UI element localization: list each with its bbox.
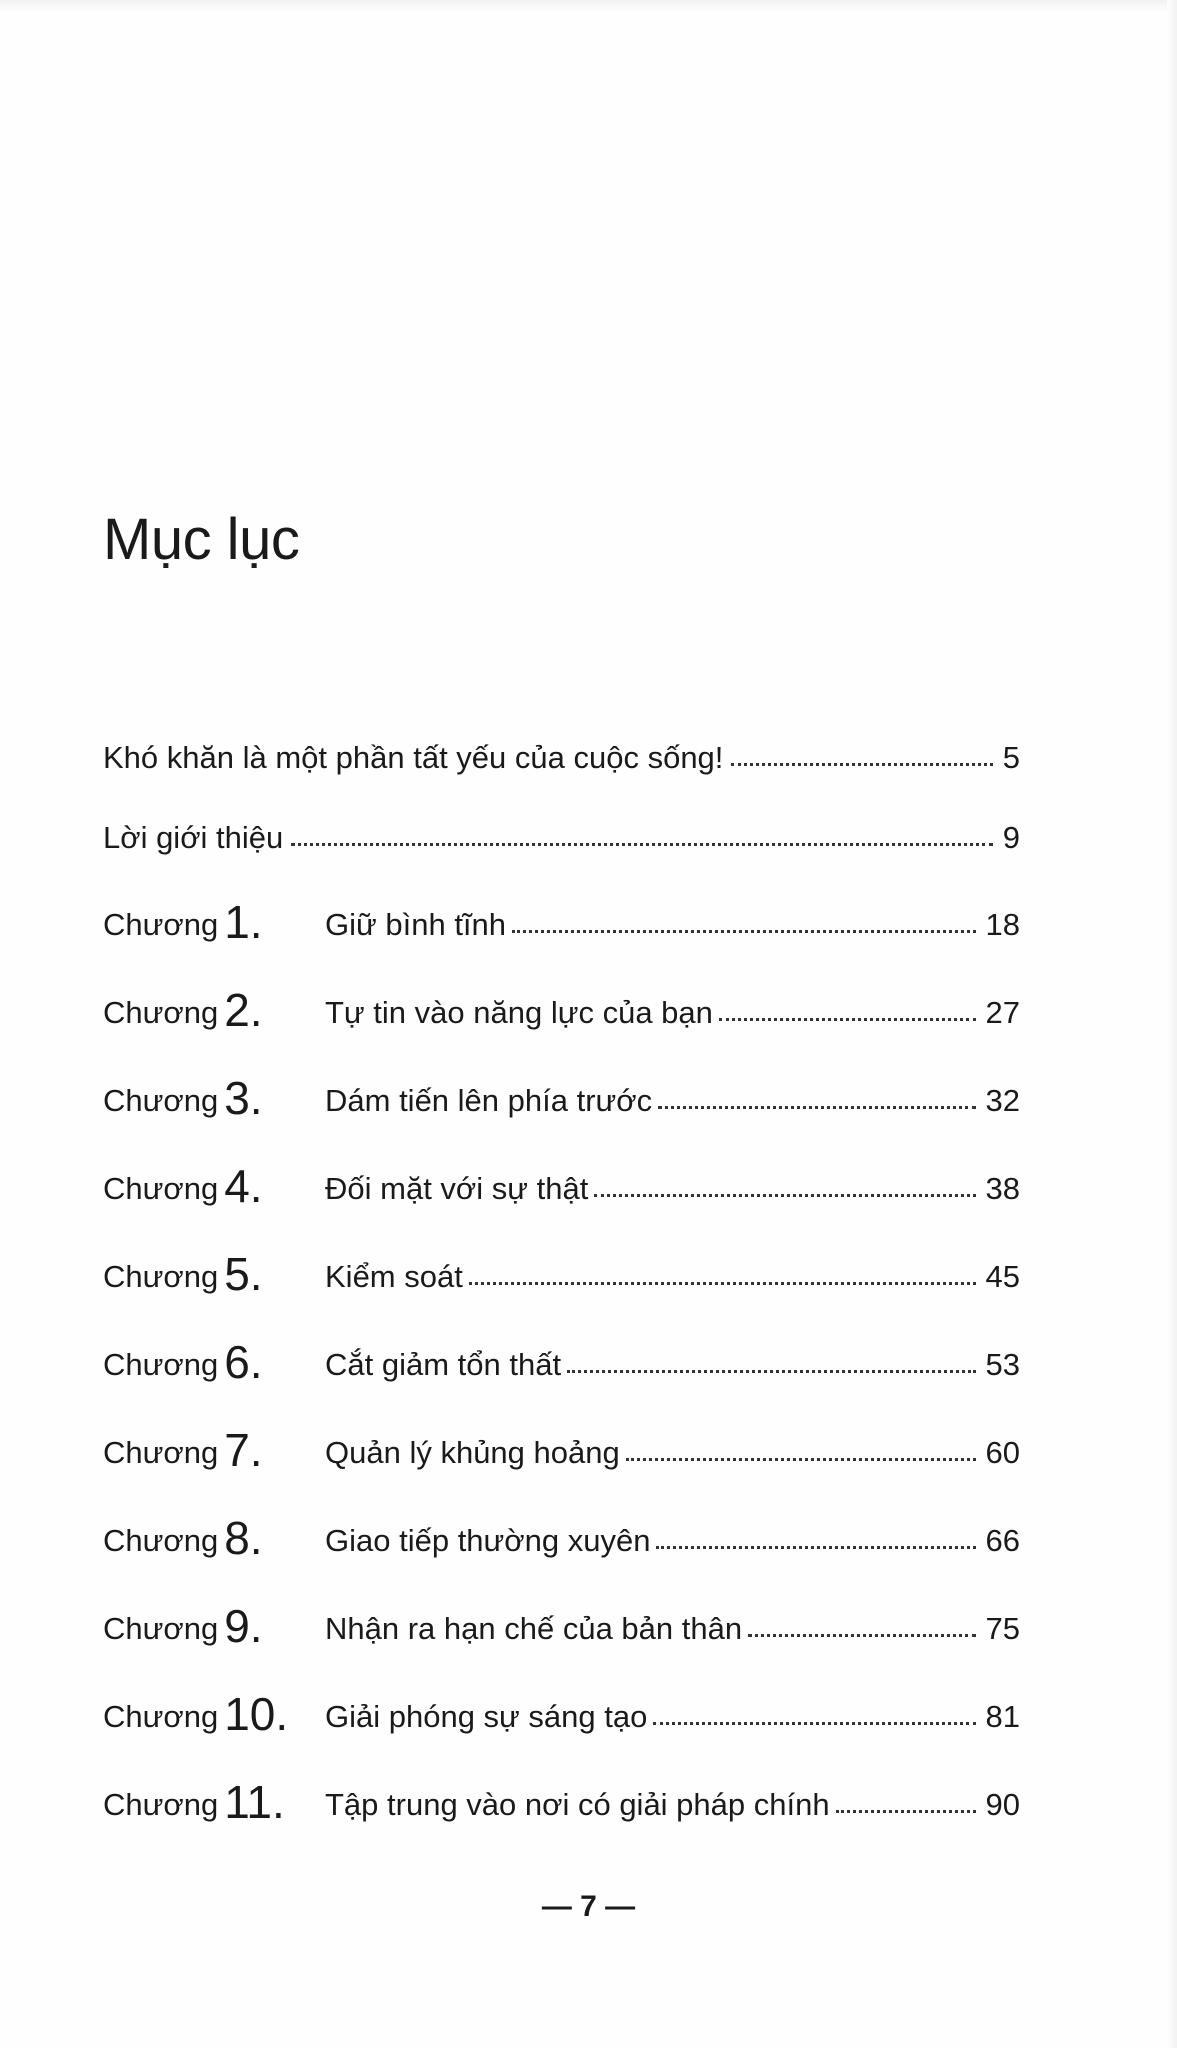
toc-chapter-4[interactable] <box>103 1144 1020 1212</box>
chapter-number: 5. <box>224 1247 263 1300</box>
chapter-title: Quản lý khủng hoảng <box>325 1435 620 1470</box>
toc-page-number: 66 <box>985 1523 1020 1558</box>
chapter-prefix <box>103 1247 325 1300</box>
toc-chapter-3[interactable] <box>103 1056 1020 1124</box>
chapter-title: Dám tiến lên phía trước <box>325 1083 653 1118</box>
toc-entry-title: Lời giới thiệu <box>103 820 284 855</box>
chapter-title: Đối mặt với sự thật <box>325 1171 589 1206</box>
chapter-prefix <box>103 1159 325 1212</box>
chapter-prefix <box>103 1335 325 1388</box>
chapter-word: Chương <box>103 1611 219 1646</box>
chapter-prefix <box>103 1511 325 1564</box>
chapter-word: Chương <box>103 1435 219 1470</box>
chapter-title: Tập trung vào nơi có giải pháp chính <box>325 1787 830 1822</box>
chapter-word: Chương <box>103 907 219 942</box>
chapter-word: Chương <box>103 1171 219 1206</box>
chapter-number: 3. <box>224 1071 263 1124</box>
chapter-prefix <box>103 1775 325 1828</box>
dot-leader <box>836 1810 976 1813</box>
chapter-prefix <box>103 983 325 1036</box>
toc-chapter-2[interactable] <box>103 968 1020 1036</box>
toc-chapter-6[interactable] <box>103 1320 1020 1388</box>
toc-page-number: 38 <box>985 1171 1020 1206</box>
dot-leader <box>594 1194 975 1197</box>
scan-edge-right <box>1167 0 1177 2048</box>
toc-chapter-10[interactable] <box>103 1672 1020 1740</box>
toc-chapter-9[interactable] <box>103 1584 1020 1652</box>
dot-leader <box>567 1370 975 1373</box>
toc-chapter-5[interactable] <box>103 1232 1020 1300</box>
toc-entry-introduction[interactable] <box>103 793 1020 853</box>
scan-edge-top <box>0 0 1177 14</box>
toc-page-number: 32 <box>985 1083 1020 1118</box>
chapter-prefix <box>103 895 325 948</box>
toc-entry-title: Khó khăn là một phần tất yếu của cuộc sống! <box>103 740 724 775</box>
chapter-prefix <box>103 1687 325 1740</box>
chapter-word: Chương <box>103 1787 219 1822</box>
chapter-word: Chương <box>103 1083 219 1118</box>
toc-page-number: 27 <box>985 995 1020 1030</box>
chapter-word: Chương <box>103 1699 219 1734</box>
chapter-prefix <box>103 1423 325 1476</box>
chapter-word: Chương <box>103 995 219 1030</box>
dot-leader <box>748 1634 975 1637</box>
chapter-word: Chương <box>103 1259 219 1294</box>
dot-leader <box>626 1458 976 1461</box>
toc-page-number: 60 <box>985 1435 1020 1470</box>
chapter-word: Chương <box>103 1523 219 1558</box>
chapter-prefix <box>103 1071 325 1124</box>
chapter-title: Giữ bình tĩnh <box>325 907 507 942</box>
chapter-title: Nhận ra hạn chế của bản thân <box>325 1611 743 1646</box>
dot-leader <box>656 1546 975 1549</box>
dot-leader <box>291 843 993 846</box>
chapter-number: 9. <box>224 1599 263 1652</box>
dot-leader <box>731 763 992 766</box>
chapter-title: Cắt giảm tổn thất <box>325 1347 562 1382</box>
toc-chapter-7[interactable] <box>103 1408 1020 1476</box>
dot-leader <box>512 930 975 933</box>
toc-page-number: 9 <box>1002 820 1020 855</box>
chapter-title: Giao tiếp thường xuyên <box>325 1523 651 1558</box>
chapter-number: 6. <box>224 1335 263 1388</box>
dot-leader <box>469 1282 976 1285</box>
chapter-title: Kiểm soát <box>325 1259 463 1294</box>
toc-page-number: 75 <box>985 1611 1020 1646</box>
chapter-prefix <box>103 1599 325 1652</box>
chapter-number: 8. <box>224 1511 263 1564</box>
toc-page-number: 5 <box>1002 740 1020 775</box>
chapter-number: 2. <box>224 983 263 1036</box>
dot-leader <box>658 1106 975 1109</box>
chapter-word: Chương <box>103 1347 219 1382</box>
toc-page-number: 45 <box>985 1259 1020 1294</box>
chapter-number: 10. <box>224 1687 289 1740</box>
toc-chapter-11[interactable] <box>103 1760 1020 1828</box>
chapter-title: Tự tin vào năng lực của bạn <box>325 995 713 1030</box>
toc-page-number: 18 <box>985 907 1020 942</box>
toc-page-number: 53 <box>985 1347 1020 1382</box>
chapter-number: 11. <box>224 1775 285 1828</box>
page-title: Mục lục <box>103 506 300 572</box>
dot-leader <box>653 1722 975 1725</box>
chapter-number: 7. <box>224 1423 263 1476</box>
toc-page-number: 81 <box>985 1699 1020 1734</box>
chapter-title: Giải phóng sự sáng tạo <box>325 1699 648 1734</box>
toc-entry-foreword[interactable] <box>103 713 1020 773</box>
toc-chapter-1[interactable] <box>103 880 1020 948</box>
chapter-number: 1. <box>224 895 263 948</box>
toc-page-number: 90 <box>985 1787 1020 1822</box>
toc-chapter-8[interactable] <box>103 1496 1020 1564</box>
dot-leader <box>719 1018 976 1021</box>
chapter-number: 4. <box>224 1159 263 1212</box>
page-number-footer: — 7 — <box>541 1890 636 1923</box>
